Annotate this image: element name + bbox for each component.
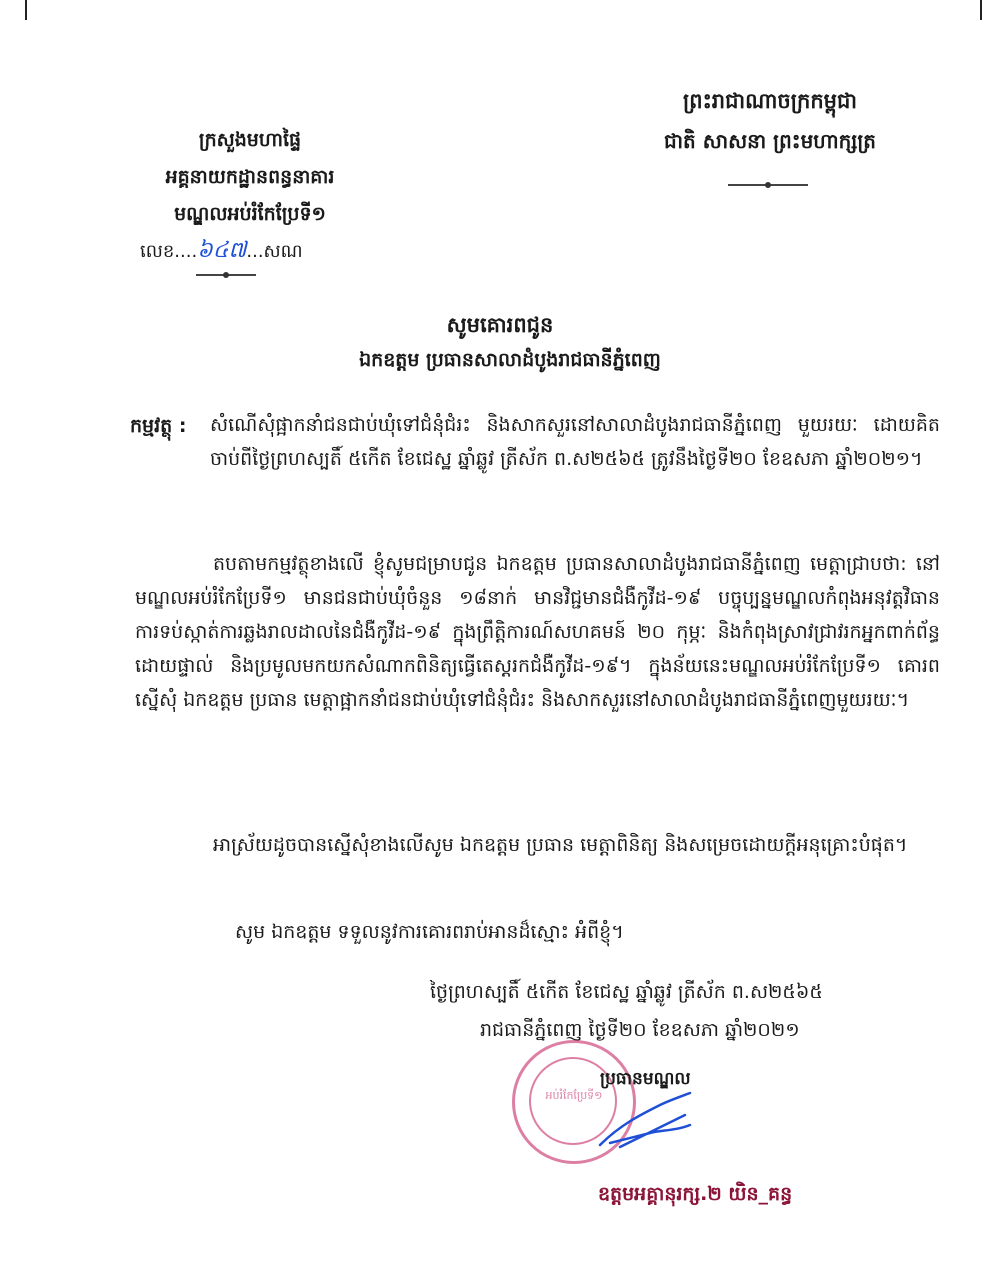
stamp-text: អប់រំកែប្រែទី១ <box>545 1089 603 1102</box>
subject-label: កម្មវត្ថុ : <box>130 415 187 437</box>
page-edge-left <box>25 0 27 20</box>
signatory-title: ប្រធានមណ្ឌល <box>600 1069 691 1089</box>
ministry-name: ក្រសួងមហាផ្ទៃ <box>198 129 302 151</box>
center-name: មណ្ឌលអប់រំកែប្រែទី១ <box>174 203 326 225</box>
kingdom-title: ព្រះរាជាណាចក្រកម្ពុជា <box>682 89 857 113</box>
recipient-title: ឯកឧត្តម ប្រធានសាលាដំបូងរាជធានីភ្នំពេញ <box>359 349 661 371</box>
body-paragraph-1: តបតាមកម្មវត្ថុខាងលើ ខ្ញុំសូមជម្រាបជូន ឯកឧត្តម ប្រធានសាលាដំបូងរាជធានីភ្នំពេញ មេត្តាជ្រាបថា: នៅមណ្ឌលអប់រំកែប្រែទី១ មានជនជាប់ឃុំចំនួន ១៨នាក់ មានវិជ្ជមានជំងឺកូវីដ-១៩ បច្ចុប្បន្នមណ្ឌលកំពុងអនុវត្តវិធានការទប់ស្កាត់ការឆ្លងរាលដាលនៃជំងឺកូវីដ-១៩ ក្នុងព្រឹត្តិការណ៍សហគមន៍ ២០ កុម្ភៈ និងកំពុងស្រាវជ្រាវរកអ្នកពាក់ព័ន្ធដោយផ្ទាល់ និងប្រមូលមកយកសំណាកពិនិត្យធ្វើតេស្តរកជំងឺកូវីដ-១៩។ ក្នុងន័យនេះមណ្ឌលអប់រំកែប្រែទី១ គោរពស្នើសុំ ឯកឧត្តម ប្រធាន មេត្តាផ្អាកនាំជនជាប់ឃុំទៅជំនុំជំរះ និងសាកសួរនៅសាលាដំបូងរាជធានីភ្នំពេញមួយរយៈ។ <box>135 553 940 711</box>
reference-line <box>140 236 303 268</box>
body-paragraph-2: អាស្រ័យដូចបានស្នើសុំខាងលើសូម ឯកឧត្តម ប្រធាន មេត្តាពិនិត្យ និងសម្រេចដោយក្តីអនុគ្រោះបំផុត។ <box>213 834 908 856</box>
reference-suffix: ...សណ <box>246 241 303 262</box>
lunar-date: ថ្ងៃព្រហស្បតិ៍ ៥កើត ខែជេស្ឋ ឆ្នាំឆ្លូវ ត្រីស័ក ព.ស២៥៦៥ <box>430 981 823 1003</box>
kingdom-motto: ជាតិ សាសនា ព្រះមហាក្សត្រ <box>664 129 876 153</box>
reference-prefix: លេខ.... <box>140 241 198 262</box>
body-paragraph-3: សូម ឯកឧត្តម ទទួលនូវការគោរពរាប់អានដ៏ស្មោះ អំពីខ្ញុំ។ <box>235 921 624 943</box>
department-name: អគ្គនាយកដ្ឋានពន្ធនាគារ <box>165 166 335 188</box>
signatory-name: ឧត្តមអគ្គានុរក្ស.២ យិន_គន្ធ <box>598 1183 793 1205</box>
page-edge-right <box>980 0 982 20</box>
ministry-ornament <box>196 274 256 276</box>
handwritten-signature <box>590 1085 700 1155</box>
motto-ornament <box>728 184 808 186</box>
solar-date: រាជធានីភ្នំពេញ ថ្ងៃទី២០ ខែឧសភា ឆ្នាំ២០២១ <box>480 1019 800 1041</box>
reference-number: ៦៤៧ <box>197 238 247 263</box>
salutation: សូមគោរពជូន <box>446 313 554 337</box>
subject-text: សំណើសុំផ្អាកនាំជនជាប់ឃុំទៅជំនុំជំរះ និងសាកសួរនៅសាលាដំបូងរាជធានីភ្នំពេញ មួយរយៈ ដោយគិតចាប់ពីថ្ងៃព្រហស្បតិ៍ ៥កើត ខែជេស្ឋ ឆ្នាំឆ្លូវ ត្រីស័ក ព.ស២៥៦៥ ត្រូវនឹងថ្ងៃទី២០ ខែឧសភា ឆ្នាំ២០២១។ <box>210 414 940 470</box>
